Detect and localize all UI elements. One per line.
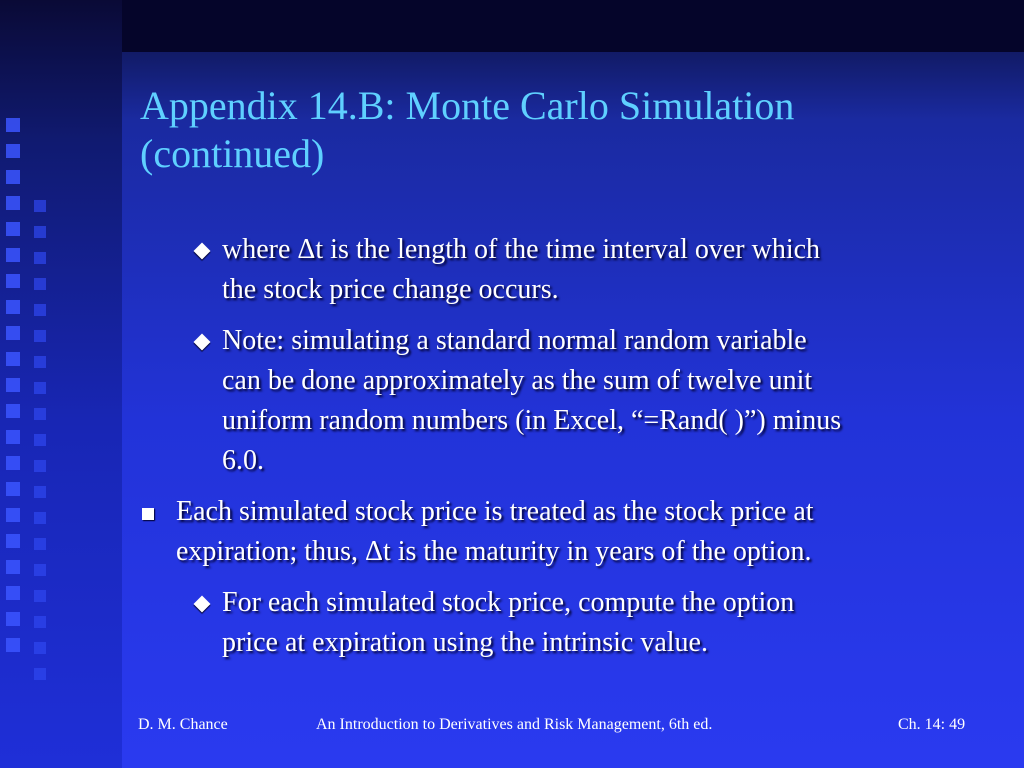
deco-square [6,378,20,392]
deco-square [6,300,20,314]
deco-square [6,612,20,626]
diamond-bullet-icon [196,245,208,257]
deco-square [34,642,46,654]
bullet-line: the stock price change occurs. [222,274,559,305]
deco-square [6,456,20,470]
deco-square [34,616,46,628]
deco-square [6,482,20,496]
deco-square [6,144,20,158]
bullet-line: Each simulated stock price is treated as the stock price at [176,496,814,527]
bullet-delta-t [222,230,992,310]
top-dark-band [122,0,1024,52]
title-line-1: Appendix 14.B: Monte Carlo Simulation [140,83,795,128]
deco-square [6,534,20,548]
bullet-line: Note: simulating a standard normal random variable [222,325,807,356]
deco-square [6,352,20,366]
deco-square [34,460,46,472]
deco-square [6,222,20,236]
deco-square [34,226,46,238]
deco-square [6,274,20,288]
bullet-line: 6.0. [222,445,264,476]
deco-square [34,512,46,524]
footer-book-title: An Introduction to Derivatives and Risk Management, 6th ed. [316,716,713,733]
deco-square [34,434,46,446]
deco-square [6,638,20,652]
bullet-line: price at expiration using the intrinsic value. [222,627,708,658]
deco-square [6,326,20,340]
bullet-simulated-price [176,492,1006,572]
footer-author: D. M. Chance [138,716,228,733]
deco-square [6,118,20,132]
decorative-squares [6,118,26,664]
deco-square [34,590,46,602]
deco-square [6,248,20,262]
deco-square [34,486,46,498]
deco-square [6,508,20,522]
bullet-line: For each simulated stock price, compute the option [222,587,795,618]
bullet-line: uniform random numbers (in Excel, “=Rand( )”) minus [222,405,842,436]
deco-square [6,196,20,210]
deco-square [34,278,46,290]
square-bullet-icon [142,508,154,520]
deco-square [34,252,46,264]
bullet-line: where Δt is the length of the time interval over which [222,234,821,265]
deco-square [6,430,20,444]
deco-square [6,170,20,184]
deco-square [34,668,46,680]
deco-square [34,538,46,550]
deco-square [34,200,46,212]
diamond-bullet-icon [196,336,208,348]
deco-square [6,586,20,600]
deco-square [34,408,46,420]
decorative-squares-inner [34,200,54,694]
deco-square [34,564,46,576]
bullet-line: expiration; thus, Δt is the maturity in years of the option. [176,536,812,567]
title-line-2: (continued) [140,131,325,176]
left-decorative-strip [0,0,122,768]
deco-square [6,404,20,418]
bullet-line: can be done approximately as the sum of twelve unit [222,365,813,396]
deco-square [34,356,46,368]
bullet-note [222,321,1002,481]
bullet-compute-option [222,583,992,663]
deco-square [6,560,20,574]
slide-title [140,82,1000,178]
deco-square [34,330,46,342]
deco-square [34,382,46,394]
deco-square [34,304,46,316]
footer-page-number: Ch. 14: 49 [898,716,966,733]
diamond-bullet-icon [196,598,208,610]
